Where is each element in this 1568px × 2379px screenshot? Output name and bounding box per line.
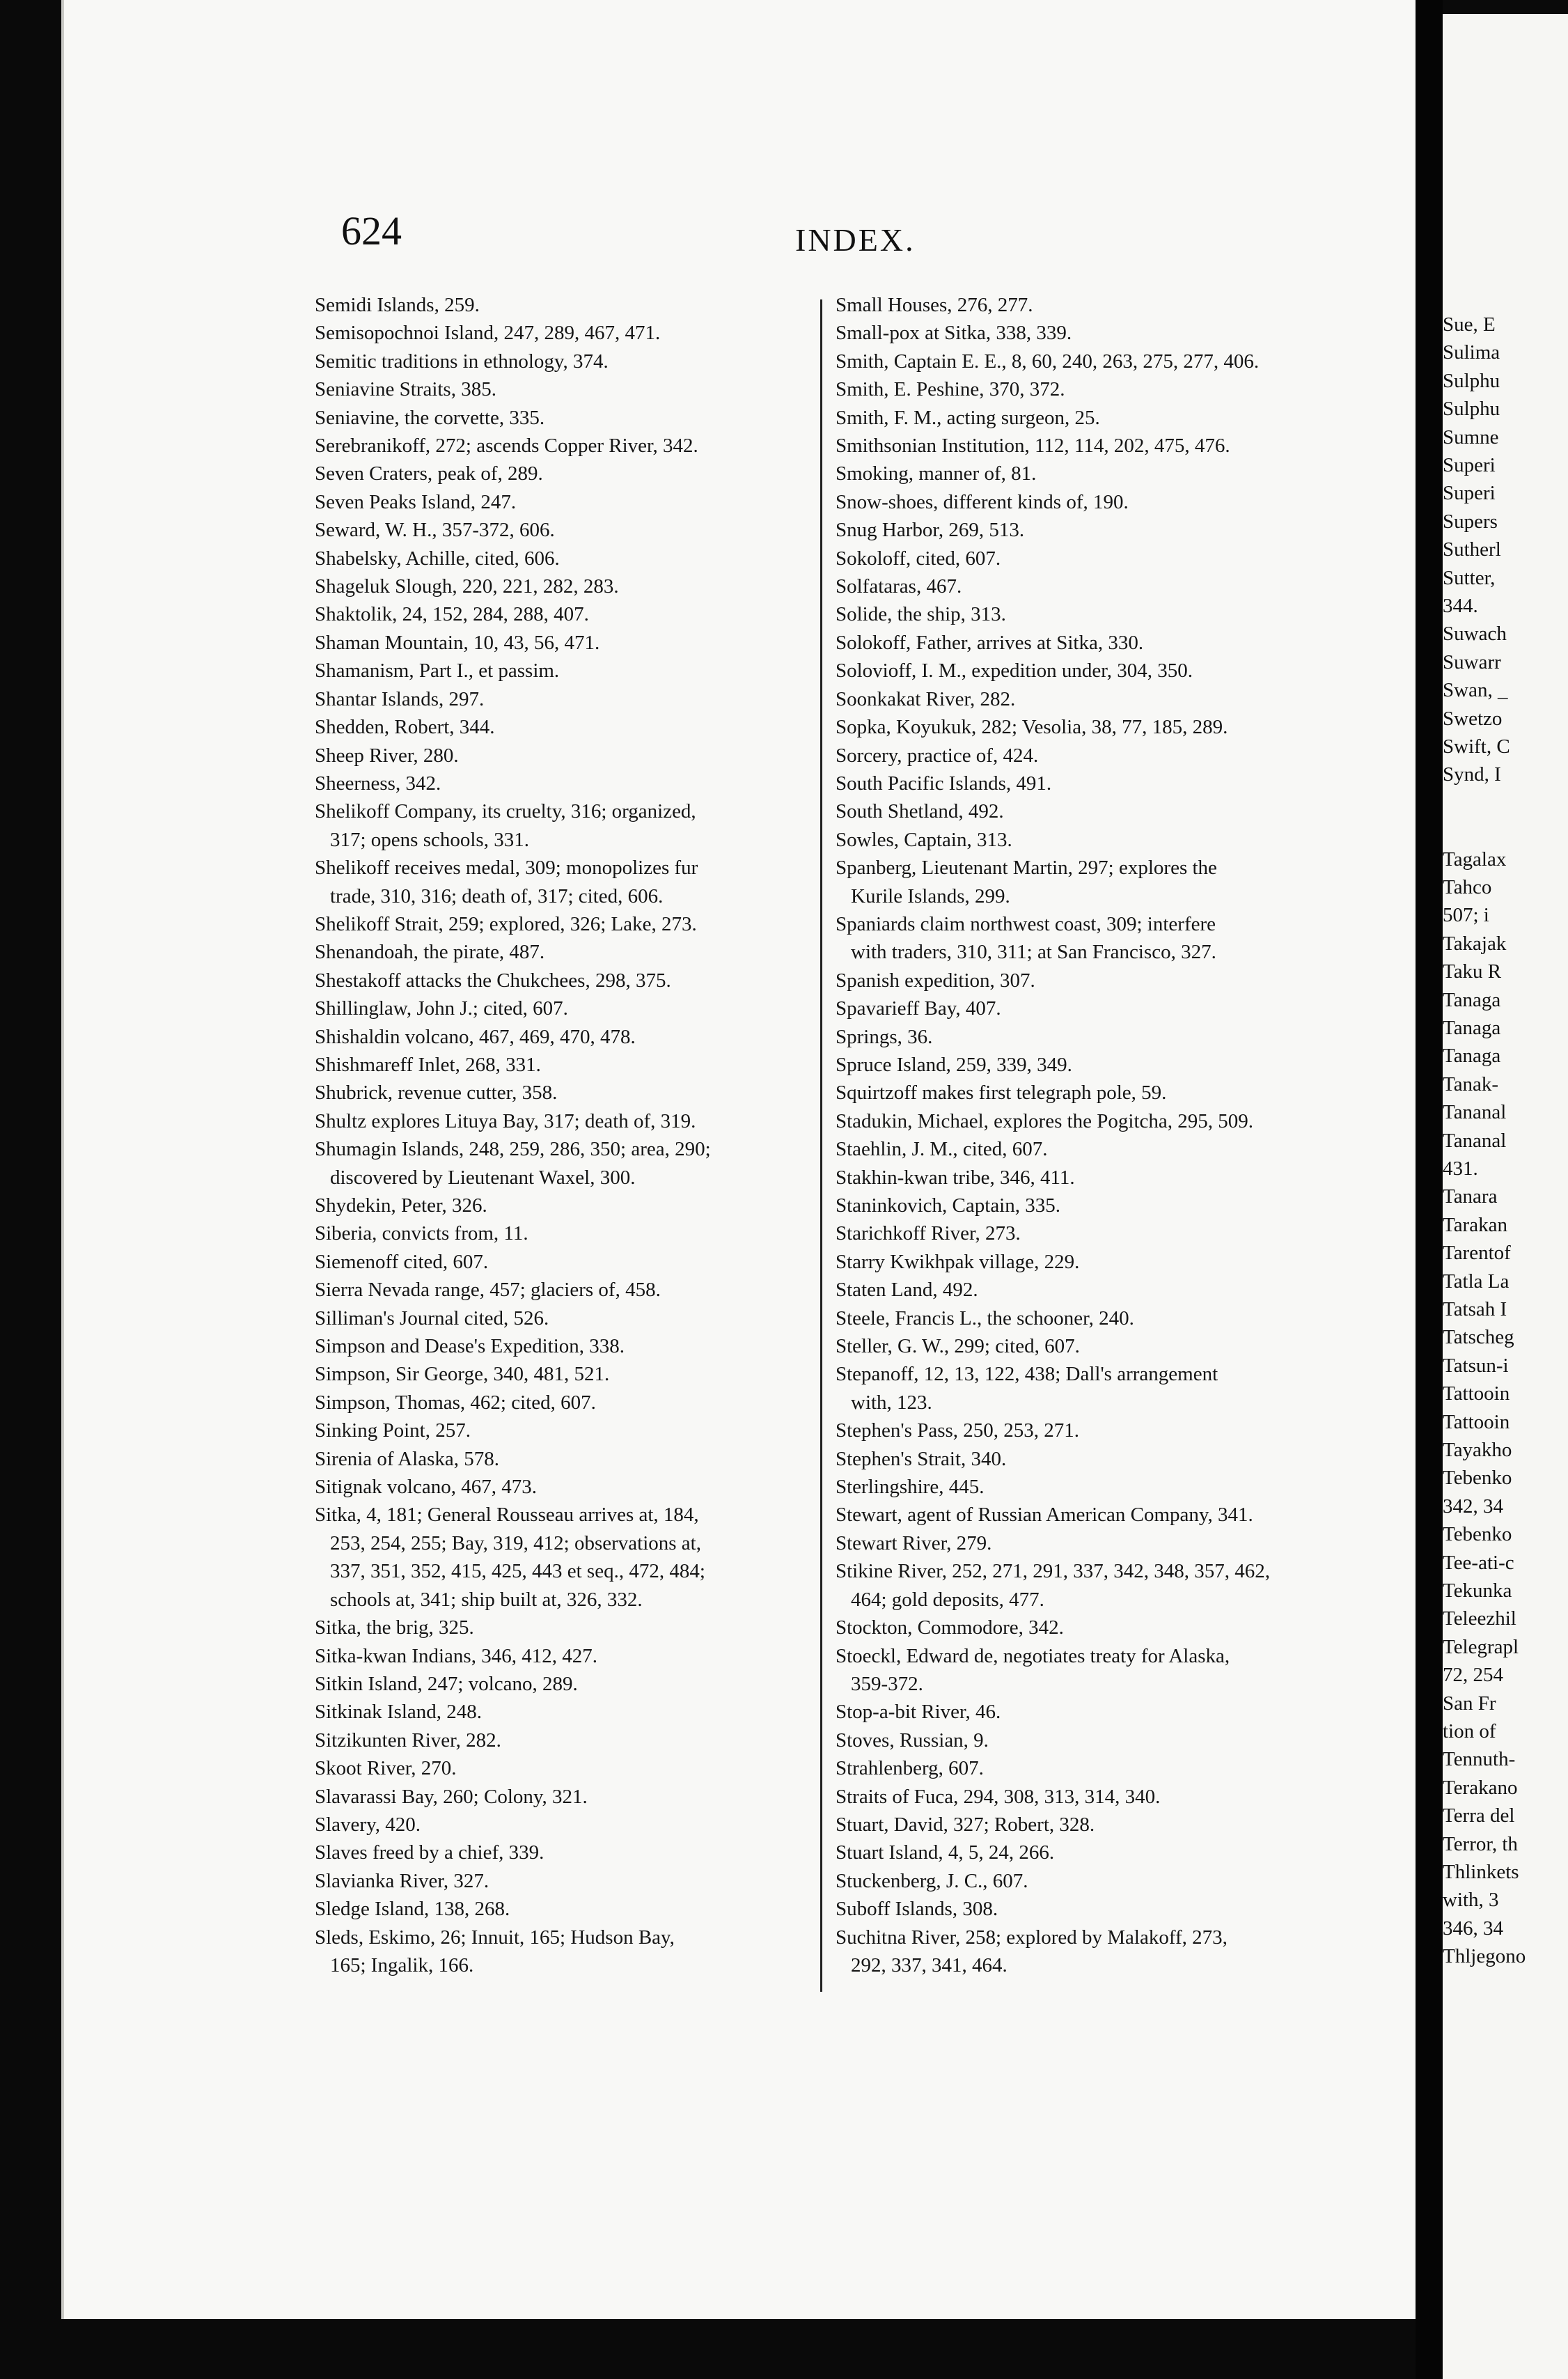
index-entry-continuation: 292, 337, 341, 464. — [851, 1953, 1008, 1976]
index-entry-line: Solokoff, Father, arrives at Sitka, 330. — [836, 631, 1144, 654]
index-entry — [836, 826, 1418, 854]
index-entry-line: Shillinglaw, John J.; cited, 607. — [315, 997, 568, 1020]
index-entry-line: Sorcery, practice of, 424. — [836, 744, 1039, 767]
index-entry — [315, 1276, 882, 1304]
index-entry — [836, 1051, 1418, 1079]
facing-page-fragment: Taku R — [1443, 960, 1502, 983]
index-entry-line: Shishmareff Inlet, 268, 331. — [315, 1053, 541, 1076]
index-entry — [836, 1248, 1418, 1276]
index-entry — [836, 1304, 1418, 1332]
index-entry — [836, 1023, 1418, 1051]
index-entry-line: Stadukin, Michael, explores the Pogitcha, 295, 509. — [836, 1109, 1254, 1132]
index-entry — [836, 742, 1418, 770]
index-entry — [836, 1867, 1418, 1895]
index-entry-line: Soonkakat River, 282. — [836, 687, 1016, 710]
index-entry — [836, 1754, 1418, 1782]
index-entry-line: Spruce Island, 259, 339, 349. — [836, 1053, 1072, 1076]
index-entry-line: Stockton, Commodore, 342. — [836, 1616, 1064, 1639]
index-entry-line: Sokoloff, cited, 607. — [836, 547, 1001, 570]
index-entry — [315, 460, 882, 488]
index-entry — [836, 375, 1418, 403]
index-entry — [836, 1192, 1418, 1219]
index-entry — [315, 1614, 882, 1641]
index-entry-line: Sitka-kwan Indians, 346, 412, 427. — [315, 1644, 597, 1667]
index-entry-continuation: 359-372. — [851, 1672, 923, 1695]
index-entry — [836, 1783, 1418, 1811]
index-entry — [836, 1726, 1418, 1754]
facing-page-fragment: Suwach — [1443, 623, 1507, 646]
index-entry-line: Smith, F. M., acting surgeon, 25. — [836, 406, 1100, 429]
facing-page-fragment: Superi — [1443, 482, 1496, 505]
index-entry-line: Sowles, Captain, 313. — [836, 828, 1012, 851]
index-entry-line: Sitignak volcano, 467, 473. — [315, 1476, 537, 1499]
index-entry-line: Spaniards claim northwest coast, 309; interfere — [836, 912, 1216, 935]
index-entry — [836, 1924, 1418, 1980]
index-entry — [836, 1501, 1418, 1529]
index-entry-continuation: 165; Ingalik, 166. — [330, 1953, 474, 1976]
index-entry — [315, 291, 882, 319]
index-entry-line: Slavery, 420. — [315, 1813, 421, 1836]
index-entry-line: Slavianka River, 327. — [315, 1869, 489, 1892]
index-entry — [836, 1557, 1418, 1614]
index-entry-line: Sheerness, 342. — [315, 772, 441, 795]
index-entry-continuation: 464; gold deposits, 477. — [851, 1588, 1044, 1611]
index-entry — [315, 1698, 882, 1726]
facing-page-fragment: Tatsun-i — [1443, 1354, 1509, 1377]
index-entry-line: Solovioff, I. M., expedition under, 304, 350. — [836, 660, 1193, 682]
facing-page-fragment: Synd, I — [1443, 763, 1501, 786]
index-entry-line: Shamanism, Part I., et passim. — [315, 660, 560, 682]
index-entry — [315, 1924, 882, 1980]
index-entry — [836, 1417, 1418, 1444]
index-entry — [836, 291, 1418, 319]
facing-page-fragment: Telegrapl — [1443, 1635, 1519, 1658]
index-entry-line: Shageluk Slough, 220, 221, 282, 283. — [315, 575, 619, 598]
index-entry-line: Shelikoff receives medal, 309; monopolizes fur — [315, 857, 698, 880]
index-entry-line: Solide, the ship, 313. — [836, 603, 1006, 626]
index-entry — [315, 1248, 882, 1276]
index-entry — [315, 404, 882, 432]
index-entry — [315, 488, 882, 516]
column-divider — [820, 299, 822, 1992]
index-entry-line: South Pacific Islands, 491. — [836, 772, 1052, 795]
index-entry-line: Seward, W. H., 357-372, 606. — [315, 519, 555, 542]
index-entry-continuation: 337, 351, 352, 415, 425, 443 et seq., 472, 484; — [330, 1560, 705, 1583]
index-entry-line: Sitkin Island, 247; volcano, 289. — [315, 1672, 578, 1695]
index-entry-line: Stoves, Russian, 9. — [836, 1729, 989, 1752]
facing-page-fragment: Takajak — [1443, 932, 1507, 955]
facing-page-fragment: Tanaga — [1443, 988, 1501, 1011]
index-entry-continuation: Kurile Islands, 299. — [851, 884, 1010, 907]
index-entry-line: Stakhin-kwan tribe, 346, 411. — [836, 1166, 1075, 1189]
index-entry — [315, 713, 882, 741]
index-entry-line: Serebranikoff, 272; ascends Copper River, 342. — [315, 435, 698, 458]
facing-page-fragment: Tatsah I — [1443, 1298, 1507, 1320]
index-entry — [315, 1219, 882, 1247]
index-entry — [315, 629, 882, 657]
index-entry-line: Siberia, convicts from, 11. — [315, 1222, 528, 1245]
index-entry — [315, 1360, 882, 1388]
index-entry — [315, 994, 882, 1022]
index-entry-line: Siemenoff cited, 607. — [315, 1250, 489, 1273]
index-entry-line: Stuart Island, 4, 5, 24, 266. — [836, 1841, 1055, 1864]
index-entry — [836, 1614, 1418, 1641]
index-entry-line: Shantar Islands, 297. — [315, 687, 485, 710]
index-entry-line: Seniavine Straits, 385. — [315, 378, 496, 401]
index-entry — [315, 1079, 882, 1107]
index-entry-line: Suboff Islands, 308. — [836, 1898, 998, 1921]
index-entry — [315, 1107, 882, 1135]
index-entry-line: Smoking, manner of, 81. — [836, 462, 1037, 485]
index-entry — [836, 629, 1418, 657]
index-entry — [836, 685, 1418, 713]
facing-page-fragment: 342, 34 — [1443, 1495, 1503, 1518]
facing-page-fragment: Sue, E — [1443, 313, 1496, 336]
index-entry — [836, 600, 1418, 628]
facing-page-fragment: 72, 254 — [1443, 1664, 1503, 1687]
index-entry-line: Sheep River, 280. — [315, 744, 459, 767]
facing-page-fragment: Tebenko — [1443, 1467, 1512, 1490]
index-entry — [315, 1417, 882, 1444]
facing-page-fragment: Terra del — [1443, 1804, 1515, 1827]
facing-page-fragment: 431. — [1443, 1157, 1478, 1180]
index-entry-line: Seniavine, the corvette, 335. — [315, 406, 545, 429]
index-entry — [836, 545, 1418, 572]
index-entry-continuation: with, 123. — [851, 1391, 932, 1414]
index-entry — [836, 657, 1418, 685]
index-entry-line: Sitka, the brig, 325. — [315, 1616, 474, 1639]
index-entry-line: Stephen's Pass, 250, 253, 271. — [836, 1419, 1080, 1442]
index-entry-line: Sitzikunten River, 282. — [315, 1729, 501, 1752]
index-column-right — [836, 291, 1418, 1979]
index-entry-line: Squirtzoff makes first telegraph pole, 59. — [836, 1082, 1167, 1105]
facing-page-fragment: Supers — [1443, 510, 1498, 533]
index-entry-line: Shelikoff Strait, 259; explored, 326; Lake, 273. — [315, 912, 697, 935]
index-column-left — [315, 291, 882, 1979]
index-entry — [836, 967, 1418, 994]
index-entry-line: Stewart River, 279. — [836, 1531, 992, 1554]
index-entry-continuation: with traders, 310, 311; at San Francisco, 327. — [851, 941, 1216, 964]
facing-page-fragment: Sulphu — [1443, 398, 1500, 421]
index-entry — [315, 967, 882, 994]
index-entry-line: Shaman Mountain, 10, 43, 56, 471. — [315, 631, 600, 654]
index-entry-line: Stikine River, 252, 271, 291, 337, 342, 348, 357, 462, — [836, 1560, 1270, 1583]
index-entry-line: Shedden, Robert, 344. — [315, 716, 495, 739]
facing-page-fragment: 344. — [1443, 595, 1478, 617]
index-entry-line: Sinking Point, 257. — [315, 1419, 471, 1442]
index-entry — [315, 319, 882, 347]
facing-page-fragment: 346, 34 — [1443, 1917, 1503, 1940]
facing-page-fragment: Suwarr — [1443, 650, 1501, 673]
index-entry-line: Staten Land, 492. — [836, 1279, 978, 1302]
index-entry — [836, 432, 1418, 460]
index-entry — [836, 516, 1418, 544]
index-entry-line: Smith, Captain E. E., 8, 60, 240, 263, 275, 277, 406. — [836, 350, 1260, 373]
index-entry — [315, 1501, 882, 1614]
index-entry — [315, 1304, 882, 1332]
facing-page-fragment: with, 3 — [1443, 1889, 1499, 1912]
index-entry-line: Shumagin Islands, 248, 259, 286, 350; area, 290; — [315, 1138, 711, 1161]
index-entry — [315, 1445, 882, 1473]
index-entry-line: Springs, 36. — [836, 1025, 933, 1048]
index-entry — [315, 516, 882, 544]
index-entry-line: Simpson and Dease's Expedition, 338. — [315, 1335, 625, 1358]
index-entry-line: Simpson, Sir George, 340, 481, 521. — [315, 1363, 610, 1386]
index-entry — [315, 1332, 882, 1360]
index-entry-line: Snow-shoes, different kinds of, 190. — [836, 490, 1129, 513]
index-entry — [836, 1135, 1418, 1163]
index-entry — [836, 319, 1418, 347]
index-entry — [315, 1135, 882, 1192]
index-entry — [315, 600, 882, 628]
facing-page-fragment: Tanara — [1443, 1185, 1498, 1208]
page-number: 624 — [341, 208, 402, 254]
index-entry-continuation: schools at, 341; ship built at, 326, 332. — [330, 1588, 643, 1611]
facing-page — [1443, 14, 1568, 2379]
index-entry-line: Spavarieff Bay, 407. — [836, 997, 1001, 1020]
facing-page-fragment: Tarakan — [1443, 1213, 1507, 1236]
facing-page-fragment: Tanak- — [1443, 1072, 1499, 1095]
index-entry — [315, 1051, 882, 1079]
index-entry-continuation: 317; opens schools, 331. — [330, 828, 529, 851]
facing-page-fragment: Tananal — [1443, 1129, 1507, 1152]
index-entry — [315, 1670, 882, 1698]
index-entry-line: Shestakoff attacks the Chukchees, 298, 375. — [315, 969, 671, 992]
facing-page-fragment: San Fr — [1443, 1692, 1496, 1715]
index-entry-line: Spanish expedition, 307. — [836, 969, 1035, 992]
facing-page-fragment: Thljegono — [1443, 1945, 1526, 1968]
index-entry-line: Sirenia of Alaska, 578. — [315, 1447, 499, 1470]
facing-page-fragment: Teleezhil — [1443, 1607, 1516, 1630]
facing-page-fragment: Terakano — [1443, 1776, 1518, 1799]
index-entry — [315, 1023, 882, 1051]
facing-page-fragment: Tayakho — [1443, 1439, 1512, 1461]
index-entry-line: Stepanoff, 12, 13, 122, 438; Dall's arrangement — [836, 1363, 1218, 1386]
index-entry — [315, 1811, 882, 1839]
index-entry — [315, 657, 882, 685]
index-entry — [315, 685, 882, 713]
index-entry-line: Starichkoff River, 273. — [836, 1222, 1021, 1245]
facing-page-fragment: Tennuth- — [1443, 1748, 1516, 1771]
index-entry — [836, 910, 1418, 967]
facing-page-fragment: Terror, th — [1443, 1832, 1518, 1855]
index-entry-line: Skoot River, 270. — [315, 1757, 457, 1780]
index-entry-line: Straits of Fuca, 294, 308, 313, 314, 340. — [836, 1785, 1161, 1808]
facing-page-fragment: Superi — [1443, 454, 1496, 476]
index-entry-line: Small-pox at Sitka, 338, 339. — [836, 322, 1072, 345]
index-entry-line: Shenandoah, the pirate, 487. — [315, 941, 545, 964]
page-title: INDEX. — [795, 222, 916, 258]
index-entry-line: Semitic traditions in ethnology, 374. — [315, 350, 609, 373]
index-entry-line: Starry Kwikhpak village, 229. — [836, 1250, 1080, 1273]
facing-page-fragment: Tattooin — [1443, 1382, 1510, 1405]
index-entry-line: Snug Harbor, 269, 513. — [836, 519, 1025, 542]
facing-page-fragment: Tekunka — [1443, 1580, 1512, 1602]
index-entry-line: Shabelsky, Achille, cited, 606. — [315, 547, 560, 570]
index-entry — [836, 572, 1418, 600]
index-entry — [315, 1726, 882, 1754]
index-entry-line: Shultz explores Lituya Bay, 317; death of, 319. — [315, 1109, 696, 1132]
facing-page-fragment: Thlinkets — [1443, 1861, 1519, 1883]
index-entry — [836, 1529, 1418, 1557]
index-entry-line: Shydekin, Peter, 326. — [315, 1194, 487, 1217]
facing-page-fragment: Tatla La — [1443, 1270, 1510, 1293]
facing-page-fragment: Swift, C — [1443, 735, 1510, 758]
index-entry — [315, 1192, 882, 1219]
index-entry-line: Sterlingshire, 445. — [836, 1476, 985, 1499]
index-page — [61, 0, 1418, 2319]
index-entry-line: Slaves freed by a chief, 339. — [315, 1841, 544, 1864]
facing-page-fragment: Swan, _ — [1443, 679, 1508, 702]
index-entry-line: Sopka, Koyukuk, 282; Vesolia, 38, 77, 185, 289. — [836, 716, 1228, 739]
index-entry-line: Smith, E. Peshine, 370, 372. — [836, 378, 1065, 401]
index-entry-line: Shaktolik, 24, 152, 284, 288, 407. — [315, 603, 589, 626]
index-entry — [315, 1473, 882, 1501]
index-entry — [836, 348, 1418, 375]
index-entry-line: Seven Peaks Island, 247. — [315, 490, 517, 513]
index-entry-line: Stoeckl, Edward de, negotiates treaty for Alaska, — [836, 1644, 1230, 1667]
index-entry-line: South Shetland, 492. — [836, 800, 1004, 823]
index-entry — [836, 770, 1418, 797]
index-entry-line: Stuart, David, 327; Robert, 328. — [836, 1813, 1095, 1836]
facing-page-fragment: Tee-ati-c — [1443, 1551, 1514, 1574]
index-entry-continuation: 253, 254, 255; Bay, 319, 412; observations at, — [330, 1531, 701, 1554]
index-entry — [836, 1219, 1418, 1247]
index-entry — [836, 1698, 1418, 1726]
index-entry-line: Shelikoff Company, its cruelty, 316; organized, — [315, 800, 696, 823]
index-entry-line: Spanberg, Lieutenant Martin, 297; explores the — [836, 857, 1217, 880]
index-entry-line: Shubrick, revenue cutter, 358. — [315, 1082, 558, 1105]
index-entry — [315, 770, 882, 797]
index-entry-line: Solfataras, 467. — [836, 575, 962, 598]
index-entry — [315, 1867, 882, 1895]
facing-page-fragment: Tebenko — [1443, 1523, 1512, 1546]
index-entry — [315, 1895, 882, 1923]
index-entry-line: Shishaldin volcano, 467, 469, 470, 478. — [315, 1025, 636, 1048]
index-entry — [315, 797, 882, 854]
index-entry-line: Slavarassi Bay, 260; Colony, 321. — [315, 1785, 588, 1808]
facing-page-fragment: Sulphu — [1443, 369, 1500, 392]
index-entry — [836, 1164, 1418, 1192]
index-entry — [836, 488, 1418, 516]
index-entry — [315, 854, 882, 910]
index-entry-line: Staninkovich, Captain, 335. — [836, 1194, 1060, 1217]
index-entry — [315, 910, 882, 938]
index-entry-line: Sledge Island, 138, 268. — [315, 1898, 510, 1921]
index-entry — [836, 1445, 1418, 1473]
index-entry — [315, 1754, 882, 1782]
index-entry-line: Steller, G. W., 299; cited, 607. — [836, 1335, 1080, 1358]
index-entry-line: Small Houses, 276, 277. — [836, 294, 1033, 316]
index-entry — [836, 797, 1418, 825]
index-entry-line: Sleds, Eskimo, 26; Innuit, 165; Hudson Bay, — [315, 1926, 675, 1949]
facing-page-fragment: Sutter, — [1443, 566, 1496, 589]
facing-page-fragment: Tananal — [1443, 1101, 1507, 1124]
index-entry — [315, 545, 882, 572]
index-entry — [315, 1839, 882, 1866]
facing-page-fragment: Sumne — [1443, 426, 1499, 448]
facing-page-fragment: Tagalax — [1443, 848, 1507, 871]
index-entry — [836, 404, 1418, 432]
index-entry — [315, 938, 882, 966]
index-entry-line: Stuckenberg, J. C., 607. — [836, 1869, 1028, 1892]
facing-page-fragment: tion of — [1443, 1720, 1496, 1742]
index-entry — [836, 1107, 1418, 1135]
index-entry-line: Sierra Nevada range, 457; glaciers of, 458. — [315, 1279, 661, 1302]
facing-page-fragment: Tattooin — [1443, 1410, 1510, 1433]
index-entry-line: Suchitna River, 258; explored by Malakoff, 273, — [836, 1926, 1228, 1949]
index-entry — [836, 994, 1418, 1022]
index-entry — [315, 1783, 882, 1811]
index-entry-line: Steele, Francis L., the schooner, 240. — [836, 1306, 1134, 1329]
index-entry — [836, 1895, 1418, 1923]
index-entry-line: Stephen's Strait, 340. — [836, 1447, 1007, 1470]
index-entry — [315, 742, 882, 770]
facing-page-fragment: Tanaga — [1443, 1017, 1501, 1039]
index-entry — [315, 1389, 882, 1417]
index-entry-line: Seven Craters, peak of, 289. — [315, 462, 543, 485]
facing-page-fragment: Sutherl — [1443, 538, 1501, 561]
facing-page-fragment: Tarentof — [1443, 1242, 1511, 1265]
index-entry — [315, 375, 882, 403]
facing-page-fragment: Tatscheg — [1443, 1326, 1514, 1349]
index-entry — [315, 1642, 882, 1670]
index-entry-line: Strahlenberg, 607. — [836, 1757, 984, 1780]
index-entry-line: Semisopochnoi Island, 247, 289, 467, 471. — [315, 322, 661, 345]
index-entry — [836, 713, 1418, 741]
index-entry-continuation: discovered by Lieutenant Waxel, 300. — [330, 1166, 636, 1189]
index-entry-line: Stop-a-bit River, 46. — [836, 1701, 1001, 1724]
index-entry — [315, 432, 882, 460]
index-entry — [836, 1332, 1418, 1360]
index-entry — [836, 854, 1418, 910]
index-entry-line: Simpson, Thomas, 462; cited, 607. — [315, 1391, 596, 1414]
facing-page-fragment: 507; i — [1443, 904, 1489, 927]
facing-page-fragment: Swetzo — [1443, 707, 1503, 730]
index-entry-line: Sitkinak Island, 248. — [315, 1701, 483, 1724]
index-entry-line: Semidi Islands, 259. — [315, 294, 480, 316]
index-entry-line: Smithsonian Institution, 112, 114, 202, 475, 476. — [836, 435, 1230, 458]
facing-page-fragment: Sulima — [1443, 341, 1500, 364]
index-entry-continuation: trade, 310, 316; death of, 317; cited, 606. — [330, 884, 664, 907]
facing-page-fragment: Tahco — [1443, 876, 1492, 898]
index-entry — [836, 1839, 1418, 1866]
index-entry — [836, 1360, 1418, 1417]
index-entry-line: Sitka, 4, 181; General Rousseau arrives at, 184, — [315, 1504, 699, 1527]
index-entry — [836, 1473, 1418, 1501]
index-entry — [315, 572, 882, 600]
index-entry-line: Silliman's Journal cited, 526. — [315, 1306, 549, 1329]
index-entry-line: Stewart, agent of Russian American Company, 341. — [836, 1504, 1253, 1527]
page-gutter — [1416, 0, 1443, 2379]
index-entry-line: Staehlin, J. M., cited, 607. — [836, 1138, 1048, 1161]
index-entry — [836, 1079, 1418, 1107]
index-entry — [315, 348, 882, 375]
index-entry — [836, 1642, 1418, 1699]
index-entry — [836, 1276, 1418, 1304]
index-entry — [836, 1811, 1418, 1839]
index-entry — [836, 460, 1418, 488]
facing-page-fragment: Tanaga — [1443, 1045, 1501, 1068]
